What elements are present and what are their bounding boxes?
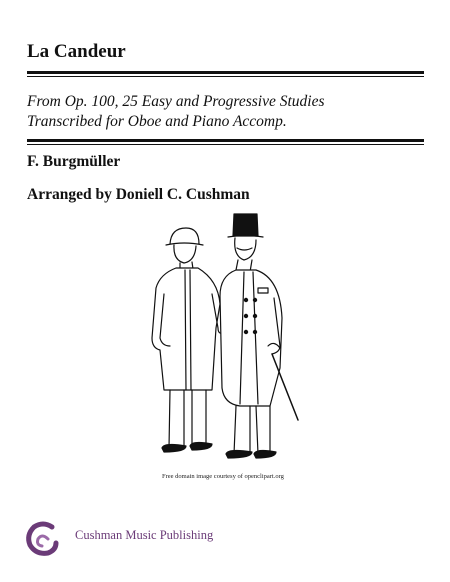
publisher-name: Cushman Music Publishing xyxy=(75,528,214,542)
subtitle-line-2: Transcribed for Oboe and Piano Accomp. xyxy=(27,113,287,130)
arranger-credit: Arranged by Doniell C. Cushman xyxy=(27,186,250,203)
page-title: La Candeur xyxy=(27,41,126,62)
composer-name: F. Burgmüller xyxy=(27,153,121,170)
image-credit: Free domain image courtesy of openclipart.org xyxy=(162,473,284,480)
swirl-logo-icon xyxy=(22,517,64,559)
divider-bottom xyxy=(27,139,424,145)
subtitle-block xyxy=(27,92,324,132)
two-gentlemen-illustration xyxy=(140,208,310,470)
subtitle-line-1: From Op. 100, 25 Easy and Progressive Studies xyxy=(27,93,325,110)
divider-top xyxy=(27,71,424,77)
